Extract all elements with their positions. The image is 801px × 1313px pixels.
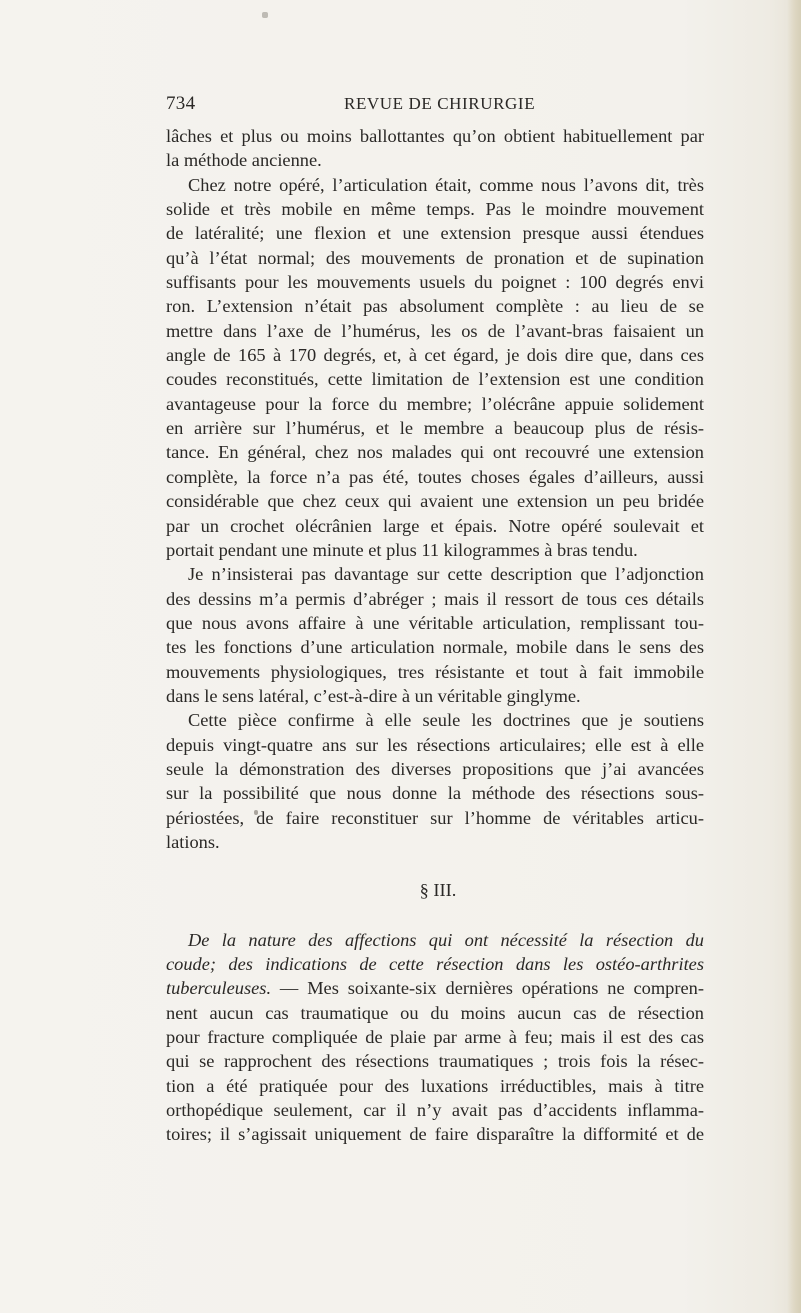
page-header (166, 93, 702, 119)
text-line: orthopédique seulement, car il n’y avait pas d’accidents inflamma- (166, 1100, 704, 1121)
text-line: coudes reconstitués, cette limitation de l’extension est une condition (166, 369, 704, 390)
text-line: ron. L’extension n’était pas absolument complète : au lieu de se (166, 296, 704, 317)
text-line: la méthode ancienne. (166, 150, 322, 171)
text-line: en arrière sur l’humérus, et le membre a beaucoup plus de résis- (166, 418, 704, 439)
text-line: mouvements physiologiques, tres résistante et tout à fait immobile (166, 661, 704, 682)
text-line: lations. (166, 831, 220, 852)
page-number: 734 (166, 93, 196, 114)
text-line: qu’à l’état normal; des mouvements de pronation et de supination (166, 247, 704, 268)
text-line: pour fracture compliquée de plaie par arme à feu; mais il est des cas (166, 1027, 704, 1048)
text-fragment: — Mes soixante-six dernières opérations ne compren- (271, 978, 704, 999)
section-subtitle-line: De la nature des affections qui ont nécessité la résection du (188, 929, 704, 950)
text-line: tion a été pratiquée pour des luxations irréductibles, mais à titre (166, 1075, 704, 1096)
text-line: angle de 165 à 170 degrés, et, à cet égard, je dois dire que, dans ces (166, 345, 704, 366)
text-line: Chez notre opéré, l’articulation était, comme nous l’avons dit, très (188, 174, 704, 195)
text-line: lâches et plus ou moins ballottantes qu’on obtient habituellement par (166, 126, 704, 146)
text-line: avantageuse pour la force du membre; l’olécrâne appuie solidement (166, 393, 704, 414)
section-subtitle-line: coude; des indications de cette résection dans les ostéo-arthrites (166, 954, 704, 974)
text-line: complète, la force n’a pas été, toutes choses égales d’ailleurs, aussi (166, 466, 704, 487)
text-line: depuis vingt-quatre ans sur les résections articulaires; elle est à elle (166, 734, 704, 755)
text-line: nent aucun cas traumatique ou du moins aucun cas de résection (166, 1002, 704, 1023)
text-line: de latéralité; une flexion et une extension presque aussi étendues (166, 223, 704, 244)
text-line: Je n’insisterai pas davantage sur cette description que l’adjonction (188, 564, 704, 585)
ink-mark (262, 12, 268, 18)
text-line: dans le sens latéral, c’est-à-dire à un véritable ginglyme. (166, 685, 581, 706)
text-line: Cette pièce confirme à elle seule les doctrines que je soutiens (188, 710, 704, 731)
text-line: que nous avons affaire à une véritable articulation, remplissant tou- (166, 612, 704, 633)
section-subtitle-end: tuberculeuses. (166, 978, 272, 999)
text-line: sur la possibilité que nous donne la méthode des résections sous- (166, 783, 704, 804)
text-line: suffisants pour les mouvements usuels du poignet : 100 degrés envi (166, 272, 704, 293)
text-line: solide et très mobile en même temps. Pas le moindre mouvement (166, 199, 704, 220)
text-line: portait pendant une minute et plus 11 kilogrammes à bras tendu. (166, 539, 638, 560)
text-line: périostées, de faire reconstituer sur l’homme de véritables articu- (166, 807, 704, 828)
text-line: tance. En général, chez nos malades qui ont recouvré une extension (166, 442, 704, 463)
page-edge-shadow (787, 0, 801, 1313)
text-line: par un crochet olécrânien large et épais. Notre opéré soulevait et (166, 515, 704, 536)
text-line: des dessins m’a permis d’abréger ; mais il ressort de tous ces détails (166, 588, 704, 609)
text-line: considérable que chez ceux qui avaient une extension un peu bridée (166, 491, 704, 512)
text-line: mettre dans l’axe de l’humérus, les os de l’avant-bras faisaient un (166, 320, 704, 341)
running-head: REVUE DE CHIRURGIE (344, 94, 536, 113)
text-line: qui se rapprochent des résections traumatiques ; trois fois la résec- (166, 1051, 704, 1072)
text-line: tes les fonctions d’une articulation normale, mobile dans le sens des (166, 637, 704, 658)
section-heading: § III. (419, 880, 457, 901)
text-line: toires; il s’agissait uniquement de faire disparaître la difformité et de (166, 1124, 704, 1145)
text-line (166, 976, 704, 1000)
text-line: seule la démonstration des diverses propositions que j’ai avancées (166, 758, 704, 779)
body-text (166, 124, 704, 1147)
